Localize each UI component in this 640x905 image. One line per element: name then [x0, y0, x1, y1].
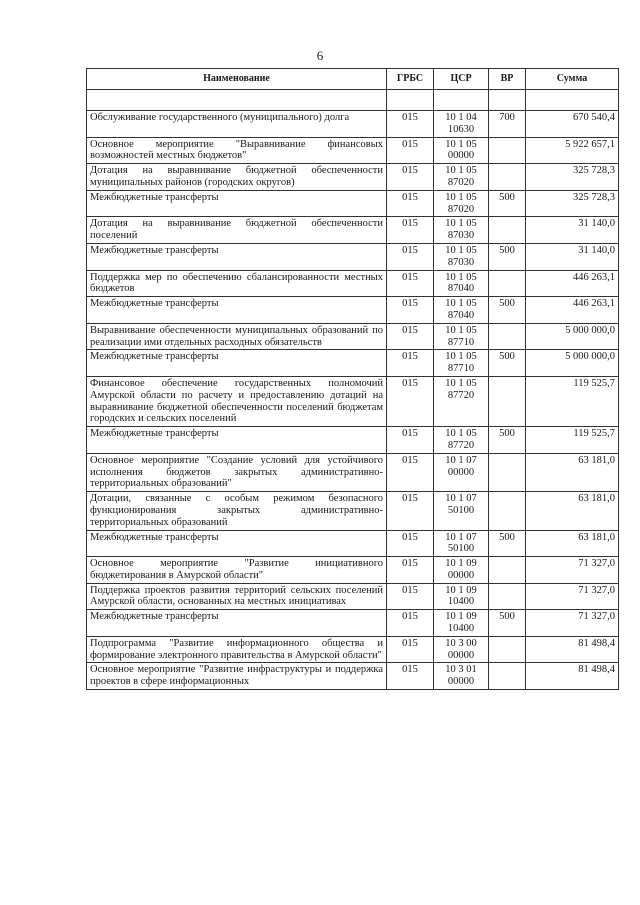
- cell-csr: 10 1 05 87020: [434, 164, 489, 191]
- cell-name: Обслуживание государственного (муниципального) долга: [87, 111, 387, 138]
- cell-vr: [489, 557, 526, 584]
- cell-name: Межбюджетные трансферты: [87, 297, 387, 324]
- budget-table: [86, 68, 619, 690]
- cell-sum: 81 498,4: [526, 663, 619, 690]
- table-row: [87, 583, 619, 610]
- cell-grbs: 015: [387, 663, 434, 690]
- cell-name: Межбюджетные трансферты: [87, 530, 387, 557]
- cell-name: Межбюджетные трансферты: [87, 610, 387, 637]
- table-row: [87, 530, 619, 557]
- cell-vr: [489, 492, 526, 530]
- cell-csr: 10 1 07 00000: [434, 453, 489, 491]
- table-row: [87, 137, 619, 164]
- cell-name: Основное мероприятие "Развитие инфраструктуры и поддержка проектов в сфере информационных: [87, 663, 387, 690]
- cell-vr: [489, 663, 526, 690]
- cell-csr: 10 1 07 50100: [434, 530, 489, 557]
- cell-csr: 10 1 05 00000: [434, 137, 489, 164]
- table-row: [87, 111, 619, 138]
- cell-sum: 5 922 657,1: [526, 137, 619, 164]
- table-row: [87, 610, 619, 637]
- cell-csr: 10 1 05 87040: [434, 270, 489, 297]
- header-vr: ВР: [489, 69, 526, 90]
- cell-name: Дотация на выравнивание бюджетной обеспеченности поселений: [87, 217, 387, 244]
- cell-grbs: 015: [387, 111, 434, 138]
- table-header-row: [87, 69, 619, 90]
- cell-vr: [489, 323, 526, 350]
- cell-vr: [489, 583, 526, 610]
- cell-name: Межбюджетные трансферты: [87, 350, 387, 377]
- table-row: [87, 663, 619, 690]
- cell-grbs: 015: [387, 270, 434, 297]
- cell-vr: 500: [489, 610, 526, 637]
- cell-name: Межбюджетные трансферты: [87, 243, 387, 270]
- cell-sum: 71 327,0: [526, 610, 619, 637]
- cell-csr: 10 1 07 50100: [434, 492, 489, 530]
- cell-grbs: 015: [387, 164, 434, 191]
- table-row: [87, 323, 619, 350]
- header-csr: ЦСР: [434, 69, 489, 90]
- cell-sum: 670 540,4: [526, 111, 619, 138]
- cell-csr: 10 3 00 00000: [434, 636, 489, 663]
- cell-grbs: 015: [387, 243, 434, 270]
- cell-grbs: 015: [387, 492, 434, 530]
- cell-grbs: 015: [387, 557, 434, 584]
- header-name: Наименование: [87, 69, 387, 90]
- cell-csr: 10 1 04 10630: [434, 111, 489, 138]
- cell-name: Дотации, связанные с особым режимом безопасного функционирования закрытых административно-территориальных образований: [87, 492, 387, 530]
- cell-grbs: 015: [387, 530, 434, 557]
- cell-grbs: 015: [387, 297, 434, 324]
- table-row: [87, 453, 619, 491]
- cell-grbs: 015: [387, 636, 434, 663]
- cell-name: Поддержка проектов развития территорий сельских поселений Амурской области, основанных на местных инициативах: [87, 583, 387, 610]
- cell-grbs: 015: [387, 427, 434, 454]
- cell-sum: 119 525,7: [526, 376, 619, 426]
- table-row: [87, 190, 619, 217]
- cell-grbs: 015: [387, 190, 434, 217]
- cell-csr: 10 1 05 87020: [434, 190, 489, 217]
- cell-name: Основное мероприятие "Выравнивание финансовых возможностей местных бюджетов": [87, 137, 387, 164]
- cell-sum: 63 181,0: [526, 492, 619, 530]
- cell-csr: 10 1 05 87030: [434, 243, 489, 270]
- table-row: [87, 376, 619, 426]
- cell-csr: 10 3 01 00000: [434, 663, 489, 690]
- cell-csr: 10 1 09 10400: [434, 610, 489, 637]
- table-row: [87, 297, 619, 324]
- cell-sum: 63 181,0: [526, 453, 619, 491]
- cell-sum: 81 498,4: [526, 636, 619, 663]
- cell-sum: 5 000 000,0: [526, 323, 619, 350]
- table-row: [87, 427, 619, 454]
- cell-name: Поддержка мер по обеспечению сбалансированности местных бюджетов: [87, 270, 387, 297]
- cell-csr: 10 1 05 87720: [434, 427, 489, 454]
- cell-name: Межбюджетные трансферты: [87, 190, 387, 217]
- cell-vr: [489, 270, 526, 297]
- cell-csr: 10 1 05 87030: [434, 217, 489, 244]
- cell-sum: 325 728,3: [526, 164, 619, 191]
- table-row: [87, 243, 619, 270]
- table-row: [87, 270, 619, 297]
- cell-name: Финансовое обеспечение государственных полномочий Амурской области по расчету и предоставлению дотаций на выравнивание бюджетной обеспеченности поселений бюджетам городских и сельских поселений: [87, 376, 387, 426]
- table-body: [87, 111, 619, 690]
- cell-sum: 63 181,0: [526, 530, 619, 557]
- cell-name: Подпрограмма "Развитие информационного общества и формирование электронного правительства в Амурской области": [87, 636, 387, 663]
- cell-name: Основное мероприятие "Развитие инициативного бюджетирования в Амурской области": [87, 557, 387, 584]
- cell-vr: [489, 376, 526, 426]
- cell-vr: 500: [489, 530, 526, 557]
- cell-sum: 119 525,7: [526, 427, 619, 454]
- cell-grbs: 015: [387, 610, 434, 637]
- cell-csr: 10 1 05 87720: [434, 376, 489, 426]
- header-sum: Сумма: [526, 69, 619, 90]
- table-row: [87, 217, 619, 244]
- cell-sum: 446 263,1: [526, 270, 619, 297]
- cell-vr: 500: [489, 297, 526, 324]
- table-row: [87, 636, 619, 663]
- cell-sum: 446 263,1: [526, 297, 619, 324]
- cell-csr: 10 1 05 87710: [434, 323, 489, 350]
- table-row: [87, 557, 619, 584]
- cell-csr: 10 1 09 10400: [434, 583, 489, 610]
- cell-sum: 325 728,3: [526, 190, 619, 217]
- cell-sum: 71 327,0: [526, 583, 619, 610]
- page-number: 6: [316, 48, 324, 63]
- cell-grbs: 015: [387, 376, 434, 426]
- cell-grbs: 015: [387, 217, 434, 244]
- table-row: [87, 350, 619, 377]
- cell-name: Выравнивание обеспеченности муниципальных образований по реализации ими отдельных расходных обязательств: [87, 323, 387, 350]
- cell-vr: [489, 453, 526, 491]
- cell-grbs: 015: [387, 350, 434, 377]
- cell-sum: 71 327,0: [526, 557, 619, 584]
- cell-grbs: 015: [387, 583, 434, 610]
- cell-name: Основное мероприятие "Создание условий для устойчивого исполнения бюджетов закрытых административно-территориальных образований": [87, 453, 387, 491]
- cell-grbs: 015: [387, 323, 434, 350]
- cell-sum: 31 140,0: [526, 243, 619, 270]
- cell-vr: [489, 217, 526, 244]
- cell-name: Межбюджетные трансферты: [87, 427, 387, 454]
- cell-sum: 5 000 000,0: [526, 350, 619, 377]
- cell-vr: [489, 636, 526, 663]
- cell-vr: 500: [489, 190, 526, 217]
- cell-csr: 10 1 05 87710: [434, 350, 489, 377]
- cell-csr: 10 1 09 00000: [434, 557, 489, 584]
- cell-vr: 500: [489, 243, 526, 270]
- cell-vr: [489, 164, 526, 191]
- cell-sum: 31 140,0: [526, 217, 619, 244]
- cell-vr: 500: [489, 427, 526, 454]
- cell-vr: 700: [489, 111, 526, 138]
- cell-name: Дотация на выравнивание бюджетной обеспеченности муниципальных районов (городских округов): [87, 164, 387, 191]
- cell-grbs: 015: [387, 137, 434, 164]
- cell-csr: 10 1 05 87040: [434, 297, 489, 324]
- header-spacer-row: [87, 90, 619, 111]
- table-row: [87, 164, 619, 191]
- cell-grbs: 015: [387, 453, 434, 491]
- table-row: [87, 492, 619, 530]
- header-grbs: ГРБС: [387, 69, 434, 90]
- cell-vr: [489, 137, 526, 164]
- cell-vr: 500: [489, 350, 526, 377]
